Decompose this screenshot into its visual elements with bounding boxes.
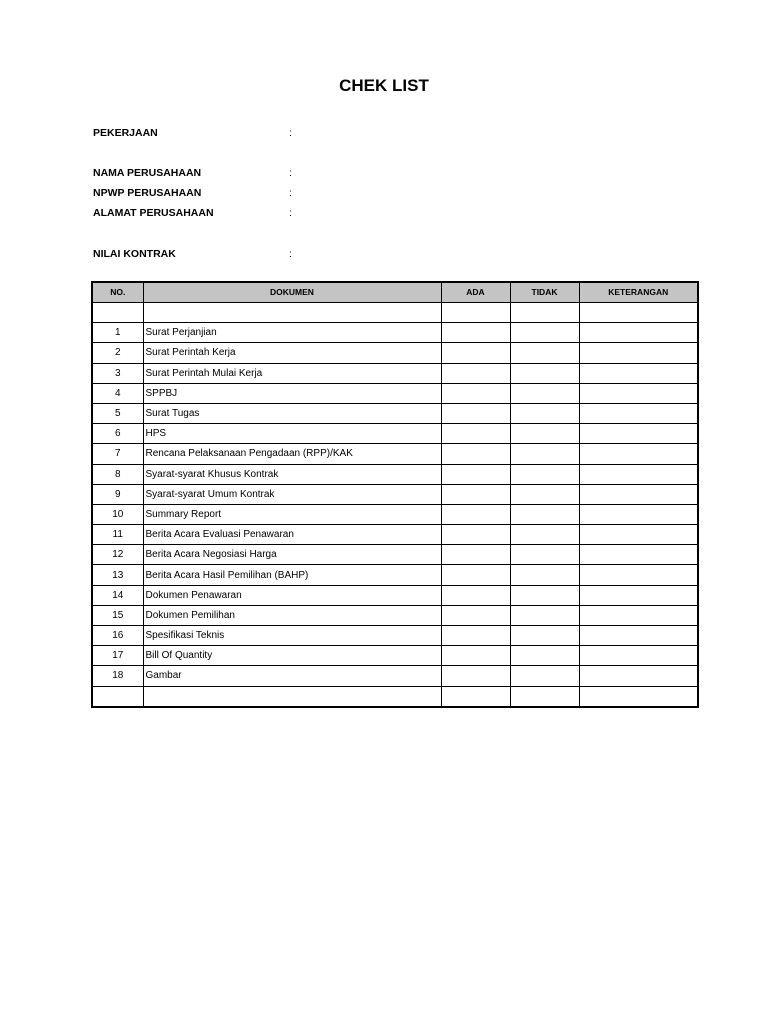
cell-dokumen: Dokumen Pemilihan	[143, 605, 441, 625]
cell-dokumen: SPPBJ	[143, 383, 441, 403]
field-colon: :	[289, 248, 292, 260]
cell-ada	[441, 323, 510, 343]
cell-keterangan	[579, 363, 698, 383]
cell-tidak	[510, 343, 579, 363]
cell-tidak	[510, 464, 579, 484]
table-row	[92, 605, 698, 625]
table-row	[92, 383, 698, 403]
cell-dokumen	[143, 303, 441, 323]
cell-tidak	[510, 323, 579, 343]
cell-keterangan	[579, 565, 698, 585]
cell-dokumen: Rencana Pelaksanaan Pengadaan (RPP)/KAK	[143, 444, 441, 464]
header-dokumen: DOKUMEN	[143, 282, 441, 303]
table-row	[92, 545, 698, 565]
cell-ada	[441, 585, 510, 605]
cell-ada	[441, 464, 510, 484]
cell-no: 1	[92, 323, 143, 343]
cell-no: 6	[92, 424, 143, 444]
cell-ada	[441, 525, 510, 545]
cell-ada	[441, 545, 510, 565]
cell-keterangan	[579, 545, 698, 565]
cell-tidak	[510, 585, 579, 605]
cell-ada	[441, 444, 510, 464]
cell-dokumen: Summary Report	[143, 504, 441, 524]
cell-no: 8	[92, 464, 143, 484]
field-colon: :	[289, 187, 292, 199]
cell-ada	[441, 646, 510, 666]
cell-no	[92, 686, 143, 707]
cell-tidak	[510, 303, 579, 323]
table-row	[92, 646, 698, 666]
header-keterangan: KETERANGAN	[579, 282, 698, 303]
cell-tidak	[510, 525, 579, 545]
cell-tidak	[510, 424, 579, 444]
field-label: NAMA PERUSAHAAN	[93, 167, 202, 179]
table-row	[92, 464, 698, 484]
cell-dokumen: Surat Perintah Kerja	[143, 343, 441, 363]
checklist-table	[91, 281, 699, 708]
cell-no: 16	[92, 626, 143, 646]
table-row	[92, 403, 698, 423]
cell-keterangan	[579, 464, 698, 484]
cell-keterangan	[579, 666, 698, 686]
cell-ada	[441, 666, 510, 686]
cell-keterangan	[579, 403, 698, 423]
cell-ada	[441, 424, 510, 444]
cell-ada	[441, 303, 510, 323]
cell-no: 7	[92, 444, 143, 464]
cell-keterangan	[579, 383, 698, 403]
cell-keterangan	[579, 444, 698, 464]
cell-tidak	[510, 504, 579, 524]
table-row	[92, 484, 698, 504]
cell-dokumen: Surat Tugas	[143, 403, 441, 423]
header-ada: ADA	[441, 282, 510, 303]
cell-no: 10	[92, 504, 143, 524]
cell-tidak	[510, 444, 579, 464]
table-row	[92, 444, 698, 464]
field-colon: :	[289, 207, 292, 219]
cell-tidak	[510, 686, 579, 707]
table-row	[92, 585, 698, 605]
cell-tidak	[510, 403, 579, 423]
cell-ada	[441, 383, 510, 403]
table-row	[92, 424, 698, 444]
header-no: NO.	[92, 282, 143, 303]
cell-ada	[441, 504, 510, 524]
table-row	[92, 363, 698, 383]
cell-no: 5	[92, 403, 143, 423]
cell-keterangan	[579, 686, 698, 707]
cell-tidak	[510, 565, 579, 585]
cell-ada	[441, 403, 510, 423]
cell-dokumen: Berita Acara Hasil Pemilihan (BAHP)	[143, 565, 441, 585]
field-label: NPWP PERUSAHAAN	[93, 187, 202, 199]
table-row	[92, 303, 698, 323]
cell-no	[92, 303, 143, 323]
cell-keterangan	[579, 585, 698, 605]
header-tidak: TIDAK	[510, 282, 579, 303]
table-row	[92, 565, 698, 585]
cell-ada	[441, 626, 510, 646]
cell-tidak	[510, 605, 579, 625]
cell-dokumen	[143, 686, 441, 707]
cell-dokumen: Spesifikasi Teknis	[143, 626, 441, 646]
cell-keterangan	[579, 605, 698, 625]
cell-tidak	[510, 383, 579, 403]
cell-tidak	[510, 545, 579, 565]
page-title: CHEK LIST	[339, 76, 429, 95]
cell-no: 13	[92, 565, 143, 585]
cell-dokumen: Surat Perintah Mulai Kerja	[143, 363, 441, 383]
cell-keterangan	[579, 323, 698, 343]
cell-no: 17	[92, 646, 143, 666]
cell-tidak	[510, 484, 579, 504]
cell-tidak	[510, 363, 579, 383]
cell-tidak	[510, 646, 579, 666]
field-label: PEKERJAAN	[93, 127, 158, 139]
table-header-row	[92, 282, 698, 303]
cell-dokumen: Gambar	[143, 666, 441, 686]
field-colon: :	[289, 167, 292, 179]
cell-keterangan	[579, 424, 698, 444]
table-row	[92, 666, 698, 686]
cell-ada	[441, 565, 510, 585]
cell-no: 18	[92, 666, 143, 686]
cell-keterangan	[579, 484, 698, 504]
cell-dokumen: Bill Of Quantity	[143, 646, 441, 666]
table-row	[92, 323, 698, 343]
cell-no: 12	[92, 545, 143, 565]
cell-dokumen: Dokumen Penawaran	[143, 585, 441, 605]
field-label: NILAI KONTRAK	[93, 248, 176, 260]
cell-keterangan	[579, 626, 698, 646]
cell-ada	[441, 605, 510, 625]
cell-dokumen: HPS	[143, 424, 441, 444]
table-row	[92, 686, 698, 707]
table-row	[92, 626, 698, 646]
cell-tidak	[510, 626, 579, 646]
cell-dokumen: Surat Perjanjian	[143, 323, 441, 343]
cell-tidak	[510, 666, 579, 686]
cell-dokumen: Berita Acara Evaluasi Penawaran	[143, 525, 441, 545]
cell-ada	[441, 343, 510, 363]
cell-no: 4	[92, 383, 143, 403]
cell-keterangan	[579, 646, 698, 666]
field-label: ALAMAT PERUSAHAAN	[93, 207, 214, 219]
cell-ada	[441, 686, 510, 707]
cell-ada	[441, 484, 510, 504]
cell-no: 11	[92, 525, 143, 545]
field-colon: :	[289, 127, 292, 139]
table-row	[92, 504, 698, 524]
cell-keterangan	[579, 343, 698, 363]
cell-no: 9	[92, 484, 143, 504]
table-row	[92, 525, 698, 545]
cell-keterangan	[579, 303, 698, 323]
cell-no: 3	[92, 363, 143, 383]
cell-no: 2	[92, 343, 143, 363]
cell-no: 15	[92, 605, 143, 625]
cell-dokumen: Berita Acara Negosiasi Harga	[143, 545, 441, 565]
cell-dokumen: Syarat-syarat Umum Kontrak	[143, 484, 441, 504]
table-row	[92, 343, 698, 363]
cell-dokumen: Syarat-syarat Khusus Kontrak	[143, 464, 441, 484]
cell-keterangan	[579, 504, 698, 524]
cell-no: 14	[92, 585, 143, 605]
cell-keterangan	[579, 525, 698, 545]
cell-ada	[441, 363, 510, 383]
